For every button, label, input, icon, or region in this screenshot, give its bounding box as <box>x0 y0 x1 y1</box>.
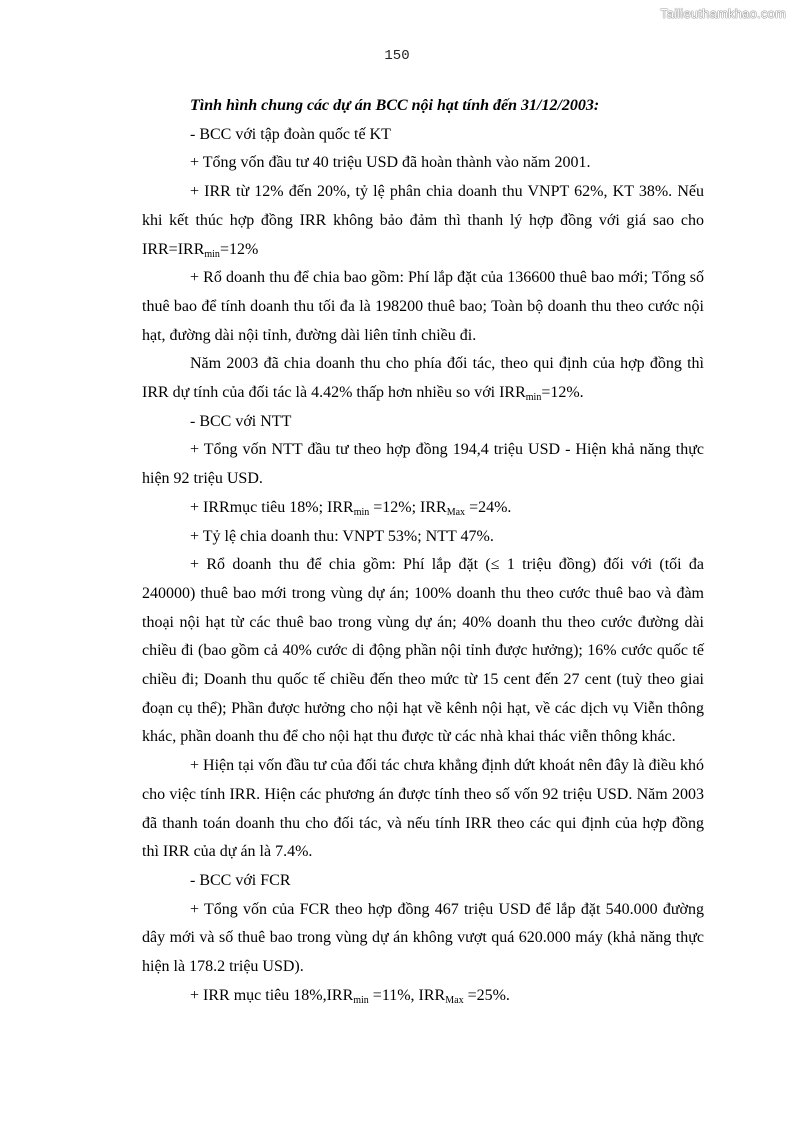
paragraph-fcr-irr <box>142 982 704 1011</box>
text-segment: =11%, IRR <box>368 986 446 1004</box>
paragraph-bcc-fcr: - BCC với FCR <box>190 871 291 889</box>
text-segment: Năm 2003 đã chia doanh thu cho phía đối tác, theo qui định của hợp đồng thì IRR dự tính của đối tác là 4.42% thấp hơn nhiều so với IRR <box>142 355 704 402</box>
paragraph-bcc-kt: - BCC với tập đoàn quốc tế KT <box>190 125 391 143</box>
paragraph-fcr-capital: + Tổng vốn của FCR theo hợp đồng 467 triệu USD để lắp đặt 540.000 đường dây mới và số thuê bao trong vùng dự án không vượt quá 620.000 máy (khả năng thực hiện là 178.2 triệu USD). <box>142 900 704 976</box>
text-segment: + IRR từ 12% đến 20%, tỷ lệ phân chia doanh thu VNPT 62%, KT 38%. Nếu khi kết thúc hợp đồng IRR không bảo đảm thì thanh lý hợp đồng với giá sao cho IRR=IRR <box>142 183 704 258</box>
paragraph-ntt-share: + Tỷ lệ chia doanh thu: VNPT 53%; NTT 47%. <box>190 527 494 545</box>
text-segment: + IRR mục tiêu 18%,IRR <box>190 986 354 1004</box>
text-segment: =12%; IRR <box>369 498 447 516</box>
subscript: min <box>353 994 369 1006</box>
text-segment: =12% <box>219 240 259 258</box>
page-number: 150 <box>384 48 410 64</box>
paragraph-kt-revenue-basket: + Rổ doanh thu để chia bao gồm: Phí lắp đặt của 136600 thuê bao mới; Tổng số thuê bao để tính doanh thu tối đa là 198200 thuê bao; Toàn bộ doanh thu theo cước nội hạt, đường dài nội tỉnh, đường dài liên tỉnh chiều đi. <box>142 269 704 344</box>
watermark: Tailieuthamkhao.com <box>660 6 786 21</box>
paragraph-ntt-irr <box>142 494 704 523</box>
subscript: Max <box>446 506 466 518</box>
text-segment: + IRRmục tiêu 18%; IRR <box>190 498 354 516</box>
paragraph-ntt-status: + Hiện tại vốn đầu tư của đối tác chưa khẳng định dứt khoát nên đây là điều khó cho việc tính IRR. Hiện các phương án được tính theo số vốn 92 triệu USD. Năm 2003 đã thanh toán doanh thu cho đối tác, và nếu tính IRR theo các qui định của hợp đồng thì IRR của dự án là 7.4%. <box>142 757 705 861</box>
text-segment: =12%. <box>541 384 584 402</box>
paragraph-2003-revenue <box>142 350 704 407</box>
text-segment: =24%. <box>465 498 512 516</box>
paragraph-kt-capital: + Tổng vốn đầu tư 40 triệu USD đã hoàn thành vào năm 2001. <box>190 154 591 172</box>
subscript: Max <box>445 994 464 1006</box>
subscript: min <box>525 392 542 404</box>
subscript: min <box>204 248 220 260</box>
paragraph-ntt-revenue-basket: + Rổ doanh thu để chia gồm: Phí lắp đặt (≤ 1 triệu đồng) đối với (tối đa 240000) thuê bao mới trong vùng dự án; 100% doanh thu theo cước thuê bao và đàm thoại nội hạt từ các thuê bao trong vùng dự án; 40% doanh thu theo cước đường dài chiều đi (bao gồm cả 40% cước di động phần nội tỉnh được hưởng); 16% cước quốc tế chiều đi; Doanh thu quốc tế chiều đến theo mức từ 15 cent đến 27 cent (tuỳ theo giai đoạn cụ thể); Phần được hưởng cho nội hạt về kênh nội hạt, về các dịch vụ Viễn thông khác, phần doanh thu để cho nội hạt thu được từ các nhà khai thác viễn thông khác. <box>142 556 704 746</box>
paragraph-ntt-capital: + Tổng vốn NTT đầu tư theo hợp đồng 194,4 triệu USD - Hiện khả năng thực hiện 92 triệu USD. <box>142 441 704 488</box>
section-heading: Tình hình chung các dự án BCC nội hạt tính đến 31/12/2003: <box>190 97 600 114</box>
paragraph-bcc-ntt: - BCC với NTT <box>190 412 292 430</box>
document-body <box>142 92 704 1011</box>
paragraph-kt-irr <box>142 178 704 264</box>
text-segment: =25%. <box>463 986 510 1004</box>
subscript: min <box>353 506 370 518</box>
